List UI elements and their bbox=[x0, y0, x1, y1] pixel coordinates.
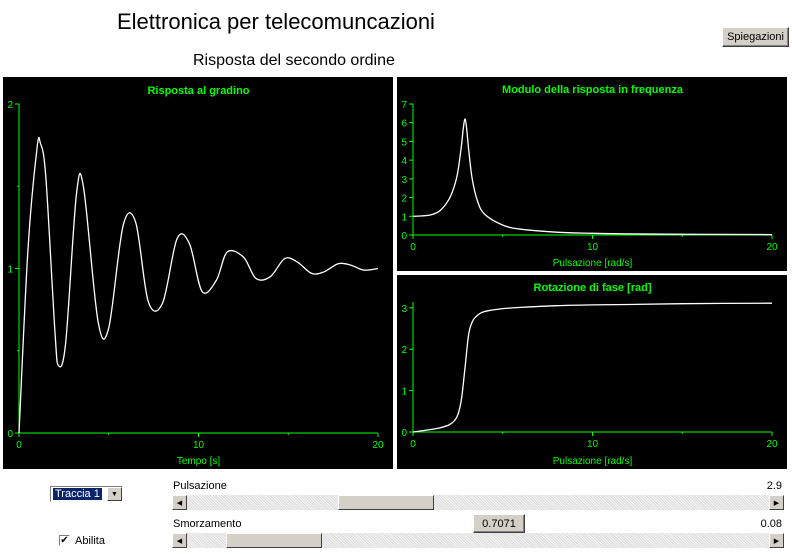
y-tick-label: 6 bbox=[401, 118, 407, 130]
x-axis-label: Tempo [s] bbox=[176, 456, 221, 467]
chart-title: Modulo della risposta in frequenza bbox=[502, 84, 683, 96]
y-tick-label: 4 bbox=[401, 156, 407, 168]
y-tick-label: 2 bbox=[401, 193, 407, 205]
x-tick-label: 10 bbox=[586, 242, 599, 253]
smorzamento-scrollbar[interactable] bbox=[172, 533, 784, 548]
series-line bbox=[19, 137, 378, 433]
smorzamento-label: Smorzamento bbox=[173, 518, 242, 530]
y-tick-label: 7 bbox=[401, 100, 407, 111]
arrow-right-icon[interactable]: ▶ bbox=[769, 533, 784, 548]
page-subtitle: Risposta del secondo ordine bbox=[193, 52, 395, 69]
enable-checkbox[interactable]: ✔ bbox=[60, 535, 69, 546]
explain-button[interactable]: Spiegazioni bbox=[722, 27, 789, 47]
chevron-down-icon[interactable]: ▼ bbox=[107, 487, 122, 501]
step-response-svg bbox=[3, 77, 393, 469]
phase-response-svg bbox=[397, 275, 787, 469]
x-tick-label: 0 bbox=[16, 440, 22, 451]
y-tick-label: 2 bbox=[401, 345, 407, 357]
arrow-left-icon[interactable]: ◀ bbox=[172, 495, 187, 510]
step-response-chart bbox=[3, 77, 393, 469]
x-tick-label: 20 bbox=[372, 440, 384, 451]
x-axis-label: Pulsazione [rad/s] bbox=[552, 258, 633, 269]
pulsazione-value: 2.9 bbox=[766, 480, 782, 492]
trace-select[interactable] bbox=[50, 486, 123, 502]
y-tick-label: 1 bbox=[401, 212, 407, 224]
y-tick-label: 1 bbox=[7, 264, 13, 276]
y-tick-label: 0 bbox=[7, 429, 13, 440]
y-tick-label: 0 bbox=[401, 428, 407, 439]
smorzamento-thumb[interactable] bbox=[226, 533, 322, 548]
y-tick-label: 3 bbox=[401, 303, 407, 315]
y-tick-label: 0 bbox=[401, 231, 407, 242]
x-tick-label: 10 bbox=[586, 439, 599, 450]
chart-title: Risposta al gradino bbox=[147, 85, 250, 97]
smorzamento-value: 0.08 bbox=[760, 518, 782, 530]
x-tick-label: 20 bbox=[766, 439, 778, 450]
trace-select-value: Traccia 1 bbox=[55, 488, 100, 500]
pulsazione-thumb[interactable] bbox=[338, 495, 434, 510]
x-axis-label: Pulsazione [rad/s] bbox=[552, 456, 633, 467]
y-tick-label: 3 bbox=[401, 174, 407, 186]
app-title: Elettronica per telecomuncazioni bbox=[117, 9, 435, 34]
arrow-right-icon[interactable]: ▶ bbox=[769, 495, 784, 510]
y-tick-label: 5 bbox=[401, 137, 407, 149]
series-line bbox=[413, 303, 772, 432]
arrow-left-icon[interactable]: ◀ bbox=[172, 533, 187, 548]
x-tick-label: 0 bbox=[410, 439, 416, 450]
pulsazione-scrollbar[interactable] bbox=[172, 495, 784, 510]
magnitude-response-chart bbox=[397, 77, 787, 271]
chart-title: Rotazione di fase [rad] bbox=[533, 282, 652, 294]
pulsazione-label: Pulsazione bbox=[173, 480, 227, 492]
x-tick-label: 0 bbox=[410, 242, 416, 253]
critical-damping-button[interactable]: 0.7071 bbox=[473, 514, 525, 533]
phase-response-chart bbox=[397, 275, 787, 469]
x-tick-label: 10 bbox=[192, 440, 205, 451]
y-tick-label: 1 bbox=[401, 386, 407, 398]
series-line bbox=[413, 119, 772, 235]
x-tick-label: 20 bbox=[766, 242, 778, 253]
y-tick-label: 2 bbox=[7, 100, 13, 111]
magnitude-response-svg bbox=[397, 77, 787, 271]
enable-label: Abilita bbox=[75, 535, 105, 547]
